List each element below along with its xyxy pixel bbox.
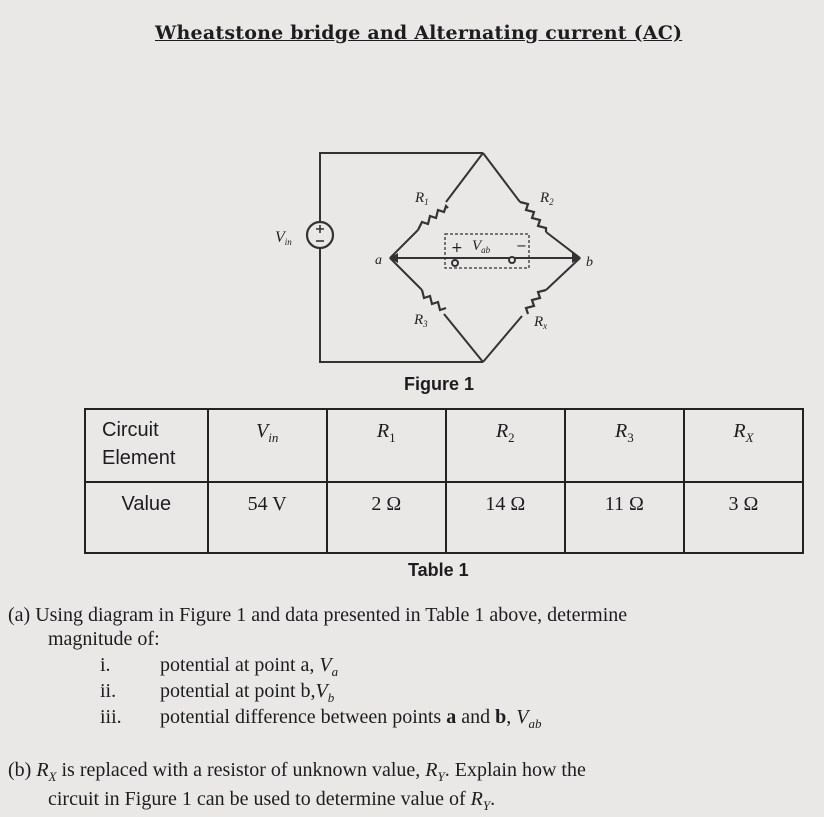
rx-zigzag xyxy=(526,290,546,314)
list-item xyxy=(100,706,541,732)
question-b-line1: (b) $R_X$ is replaced with a resistor of unknown value, $R_Y$. Explain how the xyxy=(8,759,586,784)
value-vin: 54 V xyxy=(208,482,327,553)
table-header-cell xyxy=(85,409,208,482)
question-a-line1: (a) Using diagram in Figure 1 and data presented in Table 1 above, determine xyxy=(8,604,628,626)
item-text: potential at point $b,V_b$ xyxy=(160,680,335,705)
bridge-edge-r2 xyxy=(483,153,580,258)
value-rx: 3 Ω xyxy=(684,482,803,553)
label-vab-minus: − xyxy=(516,239,527,254)
bridge-edge-r3 xyxy=(390,258,483,362)
question-a-line2: magnitude of: xyxy=(48,628,160,650)
header-line-1: Circuit xyxy=(102,419,159,441)
label-node-a: a xyxy=(375,253,382,268)
label-rx: $R_x$ xyxy=(534,314,548,331)
item-text: potential at point a, $V_a$ xyxy=(160,654,339,679)
list-item xyxy=(100,654,541,680)
r3-zigzag xyxy=(422,290,446,310)
label-vin: Vin xyxy=(275,229,292,247)
vab-minus-terminal xyxy=(509,257,515,263)
value-r1: 2 Ω xyxy=(327,482,446,553)
table-row xyxy=(85,409,803,482)
wheatstone-bridge-diagram xyxy=(250,140,610,372)
table-row xyxy=(85,482,803,553)
r1-zigzag xyxy=(418,206,448,230)
table-cell-r1: $R_1$ xyxy=(327,409,446,482)
label-r2: $R_2$ xyxy=(540,190,554,207)
bridge-edge-r1 xyxy=(390,153,483,258)
table-cell-r3: $R_3$ xyxy=(565,409,684,482)
value-r3: 11 Ω xyxy=(565,482,684,553)
label-node-b: b xyxy=(586,255,593,270)
label-r3: $R_3$ xyxy=(414,312,428,329)
item-number: ii. xyxy=(100,680,117,702)
header-line-2: Element xyxy=(102,447,176,469)
question-b-line2: circuit in Figure 1 can be used to determine value of $R_Y$. xyxy=(48,788,496,813)
label-vab: $V_{ab}$ xyxy=(472,238,491,255)
question-a-items xyxy=(100,654,541,732)
label-vab-plus: + xyxy=(451,240,463,256)
value-r2: 14 Ω xyxy=(446,482,565,553)
item-text: potential difference between points a and b, $V_{ab}$ xyxy=(160,706,542,731)
circuit-values-table xyxy=(84,408,804,554)
outer-wire xyxy=(320,153,483,223)
page-title: Wheatstone bridge and Alternating current (AC) xyxy=(155,22,683,44)
table-cell-r2: $R_2$ xyxy=(446,409,565,482)
figure-caption: Figure 1 xyxy=(404,374,475,394)
table-cell-rx: $R_X$ xyxy=(684,409,803,482)
bridge-edge-rx xyxy=(483,258,580,362)
table-caption: Table 1 xyxy=(408,560,469,580)
item-number: iii. xyxy=(100,706,122,728)
r2-zigzag xyxy=(520,202,546,232)
table-value-label: Value xyxy=(85,482,208,553)
list-item xyxy=(100,680,541,706)
label-r1: $R_1$ xyxy=(415,190,429,207)
question-b xyxy=(8,759,808,817)
question-a xyxy=(8,603,808,651)
vab-plus-terminal xyxy=(452,260,458,266)
item-number: i. xyxy=(100,654,111,676)
table-cell-vin: $V_{in}$ xyxy=(208,409,327,482)
